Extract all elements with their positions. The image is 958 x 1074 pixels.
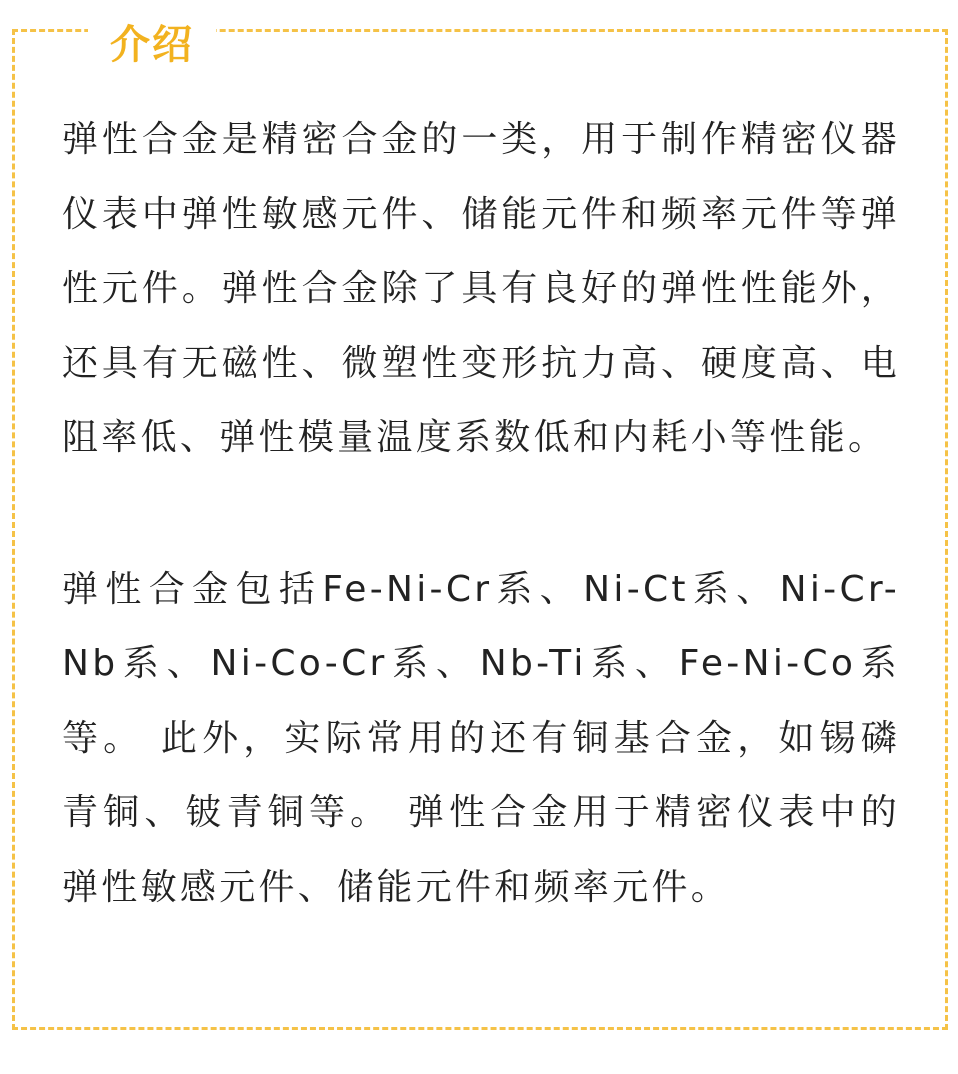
paragraph-intro: 弹性合金是精密合金的一类，用于制作精密仪器仪表中弹性敏感元件、储能元件和频率元件等弹性元件。弹性合金除了具有良好的弹性性能外，还具有无磁性、微塑性变形抗力高、硬度高、电阻率低、弹性模量温度系数低和内耗小等性能。 [62,119,900,458]
paragraph-types: 弹性合金包括Fe-Ni-Cr系、Ni-Ct系、Ni-Cr-Nb系、Ni-Co-Cr系、Nb-Ti系、Fe-Ni-Co系等。 此外，实际常用的还有铜基合金，如锡磷青铜、铍青铜等。 弹性合金用于精密仪表中的弹性敏感元件、储能元件和频率元件。 [62,568,900,908]
intro-content [62,103,900,925]
section-title: 介绍 [88,10,216,80]
